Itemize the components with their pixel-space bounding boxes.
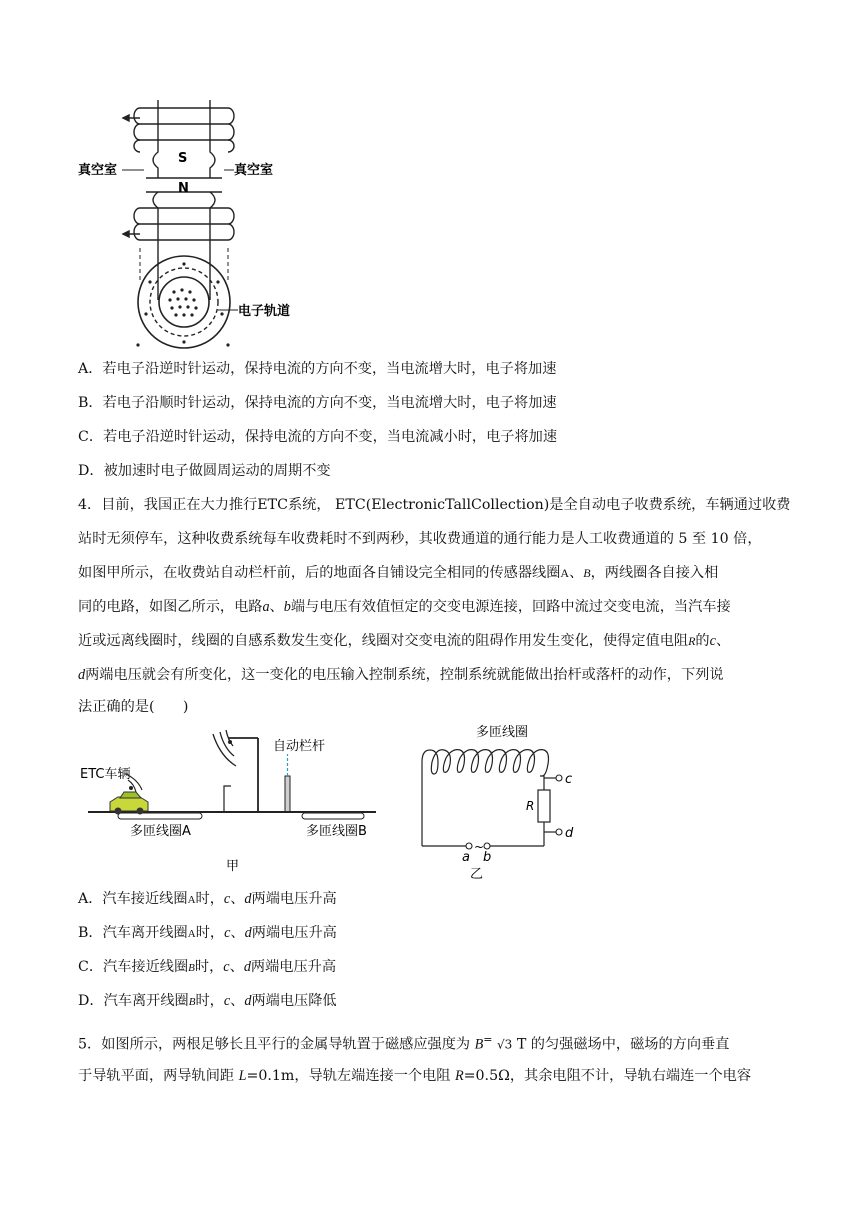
q4-option-text: 两端电压降低 <box>251 993 337 1009</box>
terminal-d-symbol: d <box>78 667 86 683</box>
vacuum-label-right: 真空室 <box>234 163 274 178</box>
coil-a-loop <box>118 813 202 819</box>
q4-text: 端与电压有效值恒定的交变电源连接，回路中流过交变电流，当汽车接 <box>290 599 731 615</box>
car-label: ETC车辆 <box>80 767 131 782</box>
q4-option-d <box>78 991 337 1012</box>
q4-text: 的 <box>695 633 710 649</box>
q4-option-text: 时， <box>195 993 224 1009</box>
q3-option-c: C．若电子沿逆时针运动，保持电流的方向不变，当电流减小时，电子将加速 <box>78 429 558 445</box>
coil-b-label: 多匝线圈B <box>306 824 367 839</box>
q5-text: =0.5Ω，其余电阻不计，导轨右端连一个电容 <box>463 1068 752 1084</box>
terminal-d-symbol: d <box>244 891 252 907</box>
terminal-c-symbol: c <box>223 993 231 1009</box>
q5-text: T 的匀强磁场中，磁场的方向垂直 <box>516 1036 730 1053</box>
q4-text: ，两线圈各自接入相 <box>590 565 719 581</box>
inductor-coil <box>422 750 549 778</box>
q4-option-text: 时， <box>195 891 224 907</box>
terminal-b-label: b <box>483 850 492 865</box>
coil-symbol: A <box>187 928 196 940</box>
antenna <box>213 730 258 812</box>
q5-text: 于导轨平面，两导轨间距 <box>78 1068 235 1084</box>
track-label: 电子轨道 <box>238 304 291 319</box>
q4-option-text: 时， <box>195 925 225 941</box>
caption-yi: 乙 <box>470 867 484 882</box>
caption-jia: 甲 <box>226 859 240 874</box>
terminal-c-symbol: c <box>223 959 230 975</box>
q5-stem-line-2 <box>78 1066 751 1086</box>
q4-option-text: 、 <box>230 891 245 907</box>
terminal-d-symbol: d <box>244 993 252 1009</box>
terminal-a <box>466 843 472 849</box>
q3-option-a: A．若电子沿逆时针运动，保持电流的方向不变，当电流增大时，电子将加速 <box>78 361 557 377</box>
vacuum-label-left: 真空室 <box>78 163 118 178</box>
q4-option-text: 两端电压升高 <box>250 959 337 975</box>
terminal-b <box>484 843 490 849</box>
lower-coil <box>123 208 234 240</box>
q5-text: =0.1m，导轨左端连接一个电阻 <box>246 1068 451 1084</box>
q4-stem-line-4 <box>78 597 731 617</box>
q4-text: 、 <box>715 633 731 649</box>
b-symbol: B <box>474 1036 484 1053</box>
sqrt3: √3 <box>497 1037 513 1052</box>
terminal-c-symbol: c <box>224 925 231 941</box>
q4-stem-line-1: 4．目前，我国正在大力推行ETC系统， ETC(ElectronicTallCollection)是全自动电子收费系统，车辆通过收费 <box>78 497 791 513</box>
terminal-b-symbol: b <box>283 599 291 615</box>
q5-text: 5．如图所示，两根足够长且平行的金属导轨置于磁感应强度为 <box>78 1036 471 1053</box>
resistor <box>538 790 550 822</box>
q4-option-text: 时， <box>194 959 224 975</box>
q4-stem-line-2: 站时无须停车，这种收费系统每车收费耗时不到两秒，其收费通道的通行能力是人工收费通道的 5 至 10 倍， <box>78 531 762 547</box>
q4-option-text: 两端电压升高 <box>251 891 337 907</box>
tilde: ~ <box>474 840 485 854</box>
etc-figure-jia <box>78 726 388 876</box>
q4-stem-line-5 <box>78 631 730 651</box>
coil-symbol: A <box>187 894 196 906</box>
l-symbol: L <box>238 1068 247 1084</box>
q4-text: 如图甲所示，在收费站自动栏杆前，后的地面各自铺设完全相同的传感器线圈 <box>78 565 561 581</box>
gate-label: 自动栏杆 <box>273 739 326 754</box>
top-view <box>136 256 290 348</box>
q4-text: 同的电路，如图乙所示，电路 <box>78 599 263 615</box>
coil-b-symbol: B <box>583 566 591 580</box>
terminal-a-label: a <box>462 850 470 865</box>
q4-text: 近或远离线圈时，线圈的自感系数发生变化，线圈对交变电流的阻碍作用发生变化，使得定值电阻 <box>78 633 689 649</box>
terminal-c-symbol: c <box>223 891 231 907</box>
q3-option-b: B．若电子沿顺时针运动，保持电流的方向不变，当电流增大时，电子将加速 <box>78 395 557 411</box>
terminal-d <box>556 829 562 835</box>
q4-option-text: 、 <box>229 959 244 975</box>
q4-stem-line-6 <box>78 665 724 685</box>
q3-option-d: D．被加速时电子做圆周运动的周期不变 <box>78 463 331 479</box>
q4-option-b <box>78 923 337 944</box>
q4-option-a <box>78 889 337 910</box>
resistor-symbol: R <box>688 634 696 648</box>
gate-pole <box>285 776 290 812</box>
pole-n: N <box>178 181 189 196</box>
q4-option-text: 两端电压升高 <box>251 925 337 941</box>
q4-option-text: D．汽车离开线圈 <box>78 993 189 1009</box>
terminal-a-symbol: a <box>262 599 270 615</box>
terminal-c <box>556 775 562 781</box>
q4-option-text: A．汽车接近线圈 <box>78 891 188 907</box>
q4-option-text: 、 <box>230 993 245 1009</box>
terminal-d-symbol: d <box>244 925 252 941</box>
r-symbol: R <box>454 1068 464 1084</box>
coil-b-loop <box>302 813 364 819</box>
q4-stem-line-7: 法正确的是( ) <box>78 699 189 715</box>
terminal-c-label: c <box>565 772 573 787</box>
q4-text: 两端电压就会有所变化，这一变化的电压输入控制系统，控制系统就能做出抬杆或落杆的动作，下列说 <box>85 667 724 683</box>
q4-option-text: C．汽车接近线圈 <box>78 959 189 975</box>
circuit-wires <box>422 776 556 846</box>
q4-text: 、 <box>269 599 284 615</box>
q4-text: 、 <box>569 565 584 581</box>
terminal-d-label: d <box>565 826 574 841</box>
coil-a-label: 多匝线圈A <box>130 824 191 839</box>
coil-symbol: B <box>188 996 196 1008</box>
equals-sign: = <box>483 1033 493 1046</box>
q4-option-c <box>78 957 336 978</box>
pole-s: S <box>178 151 188 166</box>
terminal-d-symbol: d <box>243 959 251 975</box>
etc-circuit-yi <box>412 722 592 882</box>
iron-core <box>146 100 222 300</box>
coil-a-symbol: A <box>560 566 570 580</box>
coil-symbol: B <box>188 962 195 974</box>
q4-option-text: B．汽车离开线圈 <box>78 925 188 941</box>
terminal-c-symbol: c <box>709 633 716 649</box>
q5-stem-line-1 <box>78 1030 729 1055</box>
coil-label: 多匝线圈 <box>476 725 529 740</box>
resistor-label: R <box>526 799 535 813</box>
q4-option-text: 、 <box>230 925 245 941</box>
etc-car-icon <box>110 792 148 815</box>
q4-stem-line-3 <box>78 563 718 583</box>
upper-coil <box>123 108 234 152</box>
betatron-figure <box>78 100 318 350</box>
